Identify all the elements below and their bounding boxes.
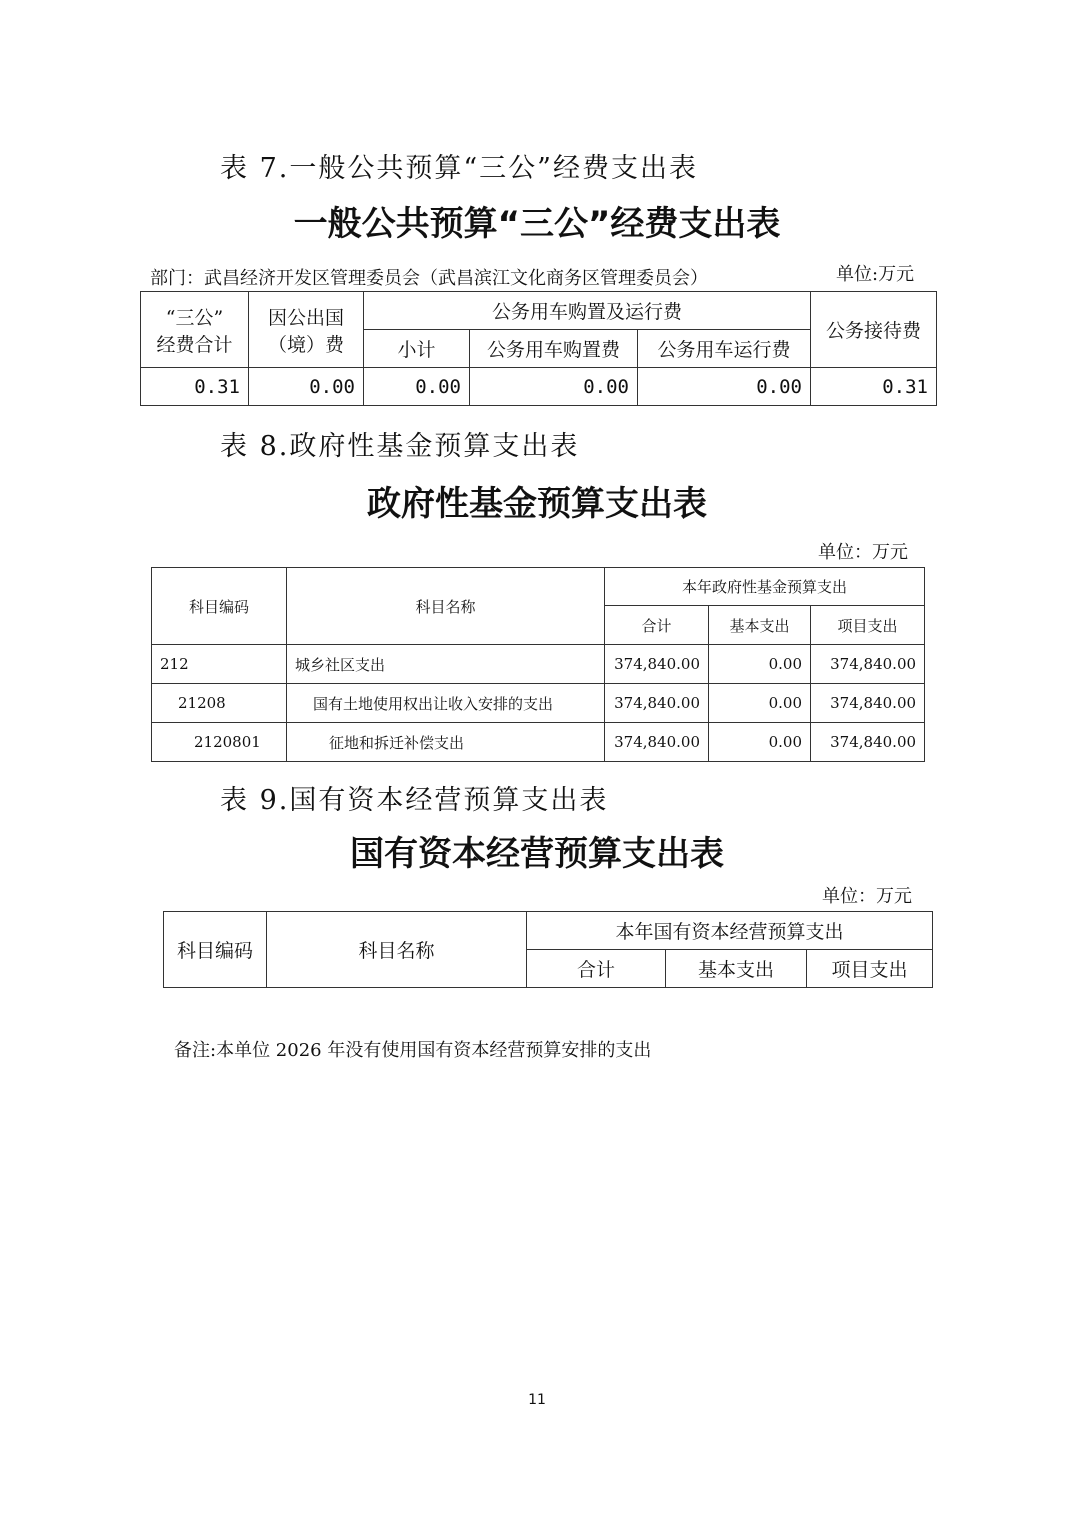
table-row bbox=[141, 368, 937, 406]
row-total: 374,840.00 bbox=[605, 723, 709, 762]
header-capital-group: 本年国有资本经营预算支出 bbox=[527, 912, 933, 950]
row-project: 374,840.00 bbox=[811, 645, 925, 684]
row-project: 374,840.00 bbox=[811, 684, 925, 723]
table9-unit: 单位：万元 bbox=[822, 886, 912, 907]
header-name: 科目名称 bbox=[287, 568, 605, 645]
value-subtotal: 0.00 bbox=[364, 368, 470, 406]
header-basic: 基本支出 bbox=[709, 606, 811, 645]
header-three-public-total: “三公” 经费合计 bbox=[141, 292, 249, 368]
value-abroad: 0.00 bbox=[249, 368, 364, 406]
value-total: 0.31 bbox=[141, 368, 249, 406]
table7-unit: 单位:万元 bbox=[836, 264, 915, 285]
row-name: 城乡社区支出 bbox=[287, 645, 605, 684]
header-subtotal: 小计 bbox=[364, 330, 470, 368]
header-car-running: 公务用车运行费 bbox=[638, 330, 811, 368]
header-code: 科目编码 bbox=[164, 912, 267, 988]
table8-unit: 单位：万元 bbox=[818, 542, 908, 563]
value-reception: 0.31 bbox=[811, 368, 937, 406]
page-number: 11 bbox=[528, 1392, 546, 1408]
table7-department: 部门：武昌经济开发区管理委员会（武昌滨江文化商务区管理委员会） bbox=[150, 268, 708, 289]
row-total: 374,840.00 bbox=[605, 684, 709, 723]
header-total: 合计 bbox=[605, 606, 709, 645]
row-code: 2120801 bbox=[152, 723, 287, 762]
row-basic: 0.00 bbox=[709, 645, 811, 684]
table7-title: 一般公共预算“三公”经费支出表 bbox=[293, 204, 781, 244]
header-name: 科目名称 bbox=[267, 912, 527, 988]
table8-title: 政府性基金预算支出表 bbox=[367, 484, 707, 524]
row-name: 国有土地使用权出让收入安排的支出 bbox=[287, 684, 605, 723]
row-code: 212 bbox=[152, 645, 287, 684]
header-total: 合计 bbox=[527, 950, 666, 988]
row-basic: 0.00 bbox=[709, 684, 811, 723]
row-project: 374,840.00 bbox=[811, 723, 925, 762]
table8 bbox=[151, 567, 925, 762]
table-row bbox=[152, 723, 925, 762]
header-abroad-fee: 因公出国 （境）费 bbox=[249, 292, 364, 368]
table9-title: 国有资本经营预算支出表 bbox=[350, 834, 724, 874]
header-code: 科目编码 bbox=[152, 568, 287, 645]
header-project: 项目支出 bbox=[811, 606, 925, 645]
value-car-purchase: 0.00 bbox=[470, 368, 638, 406]
row-basic: 0.00 bbox=[709, 723, 811, 762]
table9 bbox=[163, 911, 933, 988]
table9-note: 备注:本单位 2026 年没有使用国有资本经营预算安排的支出 bbox=[174, 1040, 652, 1061]
table8-caption: 表 8.政府性基金预算支出表 bbox=[220, 431, 580, 462]
header-basic: 基本支出 bbox=[666, 950, 807, 988]
row-total: 374,840.00 bbox=[605, 645, 709, 684]
header-car-group: 公务用车购置及运行费 bbox=[364, 292, 811, 330]
table-row bbox=[152, 645, 925, 684]
row-name: 征地和拆迁补偿支出 bbox=[287, 723, 605, 762]
header-reception-fee: 公务接待费 bbox=[811, 292, 937, 368]
header-project: 项目支出 bbox=[807, 950, 933, 988]
table7 bbox=[140, 291, 937, 406]
table-row bbox=[152, 684, 925, 723]
header-car-purchase: 公务用车购置费 bbox=[470, 330, 638, 368]
table7-caption: 表 7.一般公共预算“三公”经费支出表 bbox=[220, 153, 698, 184]
value-car-running: 0.00 bbox=[638, 368, 811, 406]
table9-caption: 表 9.国有资本经营预算支出表 bbox=[220, 785, 609, 816]
header-fund-group: 本年政府性基金预算支出 bbox=[605, 568, 925, 606]
row-code: 21208 bbox=[152, 684, 287, 723]
